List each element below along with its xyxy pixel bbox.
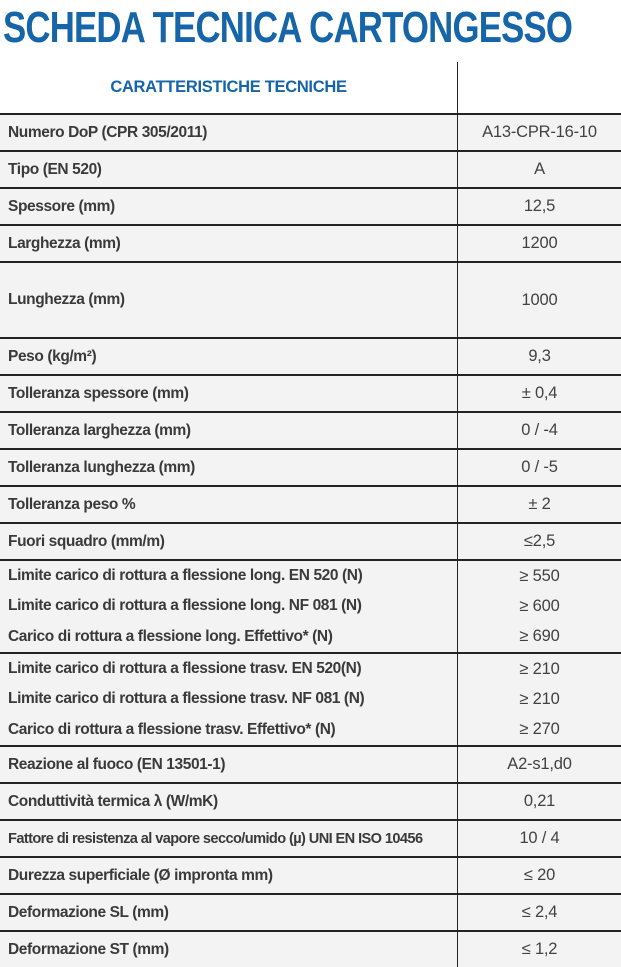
row-label-cell (0, 747, 458, 782)
row-label: Limite carico di rottura a flessione trasv. EN 520(N) (8, 660, 362, 678)
row-value: ≤ 2,4 (521, 903, 558, 921)
row-value-cell (458, 413, 621, 448)
row-value: 12,5 (523, 197, 556, 215)
row-value: ≤ 20 (523, 866, 556, 884)
table-row (0, 113, 621, 150)
row-label: Reazione al fuoco (EN 13501-1) (8, 755, 226, 773)
row-value-cell (458, 654, 621, 745)
row-value: ≥ 550 (519, 566, 560, 585)
row-value: ≤2,5 (523, 532, 556, 550)
table-row (0, 411, 621, 448)
row-value: A13-CPR-16-10 (482, 123, 597, 141)
row-value-cell (458, 115, 621, 150)
row-line (458, 684, 621, 714)
row-value: 10 / 4 (519, 829, 560, 847)
row-label-cell (0, 784, 458, 819)
table-row (0, 893, 621, 930)
row-label: Deformazione SL (mm) (8, 903, 169, 921)
table-row (0, 745, 621, 782)
row-label-cell (0, 654, 458, 745)
row-label: Larghezza (mm) (8, 234, 121, 252)
table-header-row (0, 62, 621, 113)
row-value-cell (458, 339, 621, 374)
row-line (0, 654, 457, 684)
row-value: 0,21 (523, 792, 556, 810)
row-label-cell (0, 858, 458, 893)
row-value: ≥ 690 (519, 627, 560, 646)
row-label: Lunghezza (mm) (8, 291, 125, 308)
row-label: Tipo (EN 520) (8, 160, 102, 178)
row-label: Durezza superficiale (Ø impronta mm) (8, 866, 273, 884)
row-label-cell (0, 561, 458, 652)
row-label: Limite carico di rottura a flessione trasv. NF 081 (N) (8, 690, 365, 708)
row-line (0, 684, 457, 714)
row-label: Numero DoP (CPR 305/2011) (8, 123, 208, 141)
row-value: ≥ 210 (519, 689, 560, 708)
row-label-cell (0, 226, 458, 261)
row-value: ± 2 (528, 495, 551, 513)
row-label: Conduttività termica λ (W/mK) (8, 792, 218, 810)
row-value: 1200 (521, 234, 558, 252)
row-label: Carico di rottura a flessione long. Effettivo* (N) (8, 627, 333, 645)
row-label-cell (0, 821, 458, 856)
row-line (0, 622, 457, 652)
row-line (0, 715, 457, 745)
row-value-cell (458, 524, 621, 559)
row-value-cell (458, 152, 621, 187)
row-label-cell (0, 115, 458, 150)
row-value: 1000 (521, 290, 558, 309)
row-value: 0 / -5 (521, 458, 558, 476)
row-value: 0 / -4 (521, 421, 558, 439)
row-label: Tolleranza spessore (mm) (8, 384, 189, 402)
row-line (458, 715, 621, 745)
table-row (0, 522, 621, 559)
row-line (458, 654, 621, 684)
row-label: Deformazione ST (mm) (8, 940, 169, 958)
row-label-cell (0, 263, 458, 337)
row-value: A2-s1,d0 (507, 755, 572, 773)
table-row-group-transversal (0, 652, 621, 745)
row-label: Peso (kg/m²) (8, 347, 97, 365)
row-value-cell (458, 189, 621, 224)
row-label: Fattore di resistenza al vapore secco/umido (µ) UNI EN ISO 10456 (8, 830, 423, 847)
row-value-cell (458, 263, 621, 337)
row-value-cell (458, 784, 621, 819)
row-label-cell (0, 487, 458, 522)
row-label: Tolleranza peso % (8, 495, 136, 513)
page-title-text: SCHEDA TECNICA CARTONGESSO (3, 3, 573, 52)
table-row (0, 187, 621, 224)
row-value-cell (458, 561, 621, 652)
table-row (0, 819, 621, 856)
row-label-cell (0, 524, 458, 559)
row-value: ≥ 600 (519, 596, 560, 615)
row-label-cell (0, 152, 458, 187)
row-value: ≥ 210 (519, 659, 560, 678)
row-line (458, 622, 621, 652)
row-value: A (534, 160, 545, 178)
row-label: Spessore (mm) (8, 197, 115, 215)
table-row-group-longitudinal (0, 559, 621, 652)
row-value-cell (458, 226, 621, 261)
row-value-cell (458, 932, 621, 967)
row-label-cell (0, 339, 458, 374)
row-value-cell (458, 487, 621, 522)
datasheet-page (0, 3, 621, 967)
table-row (0, 856, 621, 893)
row-label-cell (0, 895, 458, 930)
row-label-cell (0, 450, 458, 485)
row-line (458, 591, 621, 621)
row-label: Fuori squadro (mm/m) (8, 532, 165, 550)
table-row (0, 224, 621, 261)
table-row (0, 337, 621, 374)
row-label: Limite carico di rottura a flessione long. EN 520 (N) (8, 567, 363, 585)
row-label-cell (0, 413, 458, 448)
table-row (0, 448, 621, 485)
row-value-cell (458, 450, 621, 485)
technical-characteristics-table (0, 62, 621, 967)
row-line (458, 561, 621, 591)
row-label: Tolleranza larghezza (mm) (8, 421, 191, 439)
row-label: Carico di rottura a flessione trasv. Effettivo* (N) (8, 720, 336, 738)
row-value-cell (458, 821, 621, 856)
table-header-label: CARATTERISTICHE TECNICHE (110, 78, 347, 96)
table-header-cell (0, 62, 458, 113)
row-value-cell (458, 895, 621, 930)
row-value: ≥ 270 (519, 720, 560, 739)
table-row (0, 150, 621, 187)
row-value: 9,3 (528, 347, 551, 365)
row-label-cell (0, 189, 458, 224)
row-label: Tolleranza lunghezza (mm) (8, 458, 195, 476)
row-value-cell (458, 376, 621, 411)
table-row (0, 930, 621, 967)
table-row (0, 782, 621, 819)
page-title (3, 3, 621, 52)
table-header-value-cell (458, 62, 621, 113)
row-value: ≤ 1,2 (521, 940, 558, 958)
table-row (0, 374, 621, 411)
row-label-cell (0, 932, 458, 967)
row-label-cell (0, 376, 458, 411)
row-label: Limite carico di rottura a flessione long. NF 081 (N) (8, 597, 362, 615)
table-row (0, 261, 621, 337)
row-line (0, 591, 457, 621)
row-value: ± 0,4 (521, 384, 558, 402)
table-row (0, 485, 621, 522)
row-value-cell (458, 747, 621, 782)
row-line (0, 561, 457, 591)
row-value-cell (458, 858, 621, 893)
